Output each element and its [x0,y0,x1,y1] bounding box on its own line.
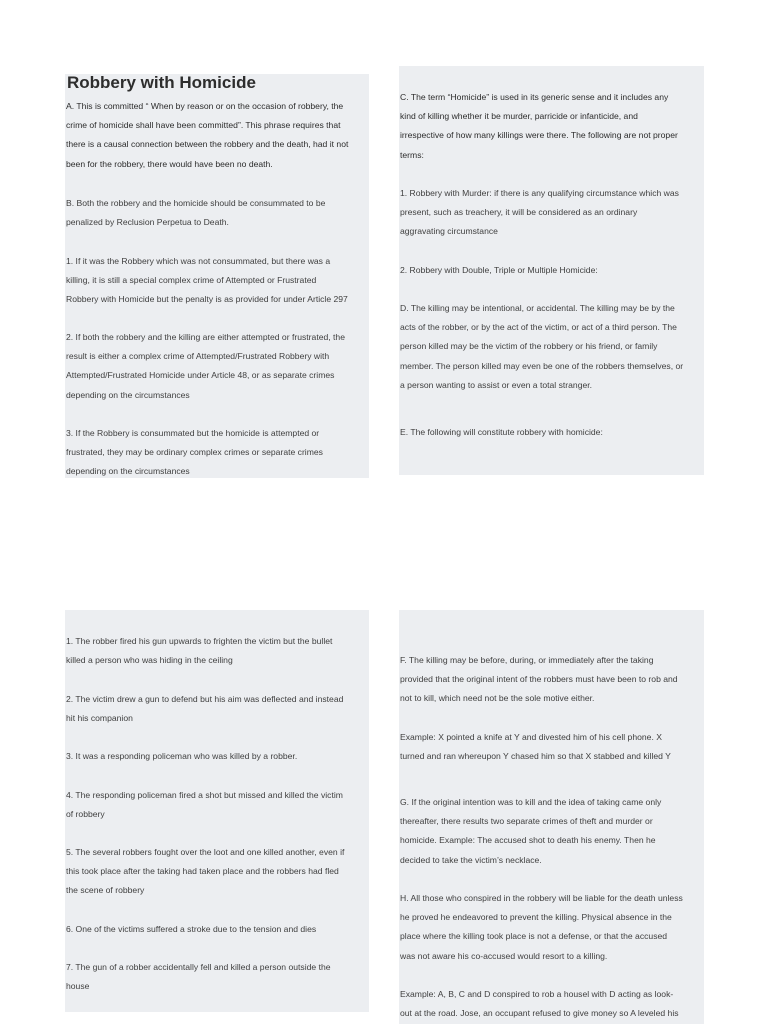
paragraph-c-2: 2. Robbery with Double, Triple or Multiple Homicide: [400,265,598,275]
paragraph-d: D. The killing may be intentional, or accidental. The killing may be by the acts of the robber, or by the act of the victim, or act of a third person. The person killed may be the victim of the robbery or his friend, or family member. The person killed may even be one of the robbers themselves, or a person wanting to assist or even a total stranger. [400,303,684,390]
paragraph-c: C. The term “Homicide” is used in its generic sense and it includes any kind of killing whether it be murder, parricide or infanticide, and irrespective of how many killings were there. The following are not proper terms: [400,92,678,160]
paragraph-b-1: 1. If it was the Robbery which was not consummated, but there was a killing, it is still a special complex crime of Attempted or Frustrated Robbery with Homicide but the penalty is as provided for under Article 297 [66,256,348,305]
paragraph-f-example: Example: X pointed a knife at Y and divested him of his cell phone. X turned and ran whereupon Y chased him so that X stabbed and killed Y [400,732,671,762]
example-6: 6. One of the victims suffered a stroke due to the tension and dies [66,924,317,934]
paragraph-b: B. Both the robbery and the homicide should be consummated to be penalized by Reclusion Perpetua to Death. [66,198,326,228]
example-1: 1. The robber fired his gun upwards to frighten the victim but the bullet killed a person who was hiding in the ceiling [66,636,333,666]
page-title: Robbery with Homicide [67,73,256,92]
paragraph-a: A. This is committed “ When by reason or on the occasion of robbery, the crime of homicide shall have been committed”. This phrase requires that there is a causal connection between the robbery and the death, had it not been for the robbery, there would have been no death. [66,101,349,169]
paragraph-b-2: 2. If both the robbery and the killing are either attempted or frustrated, the result is either a complex crime of Attempted/Frustrated Robbery with Attempted/Frustrated Homicide under Article 48, or as separate crimes depending on the circumstances [66,332,345,400]
example-2: 2. The victim drew a gun to defend but his aim was deflected and instead hit his companion [66,694,344,724]
paragraph-c-1: 1. Robbery with Murder: if there is any qualifying circumstance which was present, such as treachery, it will be considered as an ordinary aggravating circumstance [400,188,679,237]
example-3: 3. It was a responding policeman who was killed by a robber. [66,751,298,761]
paragraph-h-example: Example: A, B, C and D conspired to rob a housel with D acting as look- out at the road. Jose, an occupant refused to give money so A leveled his [400,989,679,1019]
example-7: 7. The gun of a robber accidentally fell and killed a person outside the house [66,962,331,992]
paragraph-f: F. The killing may be before, during, or immediately after the taking provided that the original intent of the robbers must have been to rob and not to kill, which need not be the sole motive either. [400,655,678,704]
paragraph-g: G. If the original intention was to kill and the idea of taking came only thereafter, there results two separate crimes of theft and murder or homicide. Example: The accused shot to death his enemy. Then he decided to take the victim’s necklace. [400,797,662,865]
paragraph-h: H. All those who conspired in the robbery will be liable for the death unless he proved he endeavored to prevent the killing. Physical absence in the place where the killing took place is not a defense, or that the accused was not aware his co-accused would resort to a killing. [400,893,683,961]
example-4: 4. The responding policeman fired a shot but missed and killed the victim of robbery [66,790,343,820]
paragraph-b-3: 3. If the Robbery is consummated but the homicide is attempted or frustrated, they may be ordinary complex crimes or separate crimes depending on the circumstances [66,428,323,477]
paragraph-e: E. The following will constitute robbery with homicide: [400,427,603,437]
example-5: 5. The several robbers fought over the loot and one killed another, even if this took place after the taking had taken place and the robbers had fled the scene of robbery [66,847,345,896]
